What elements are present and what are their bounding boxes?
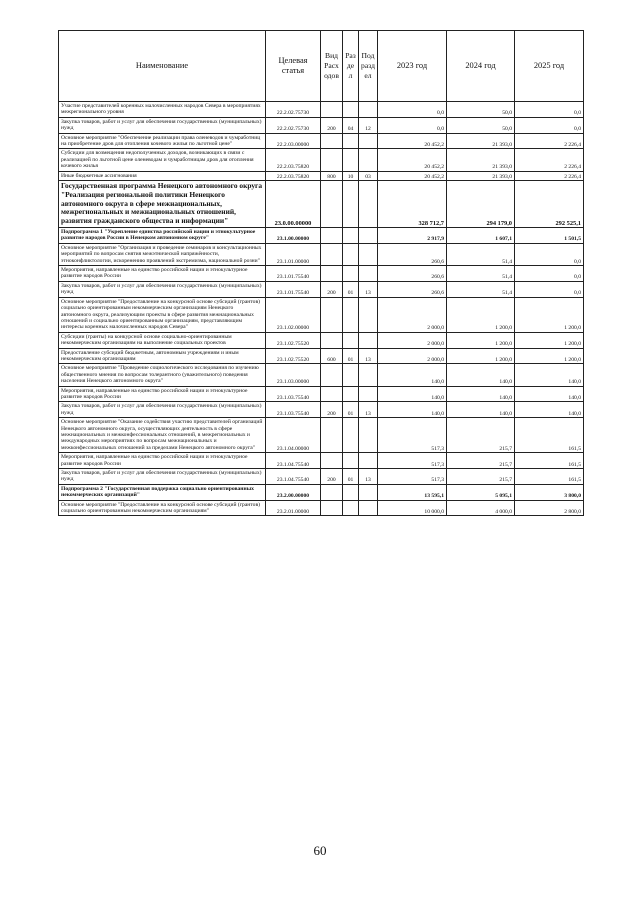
row-year-2025-cell: 140,0 [515,364,584,386]
row-year-2023-cell: 10 000,0 [378,500,447,516]
row-year-2023-cell: 0,0 [378,117,447,133]
table-row [59,500,584,516]
row-year-2025-cell: 2 226,4 [515,149,584,171]
row-section-cell [343,364,359,386]
row-year-2025-cell: 0,0 [515,102,584,118]
row-name-cell: Закупка товаров, работ и услуг для обеспечения государственных (муниципальных) нужд [59,402,266,418]
row-subsection-cell [359,266,378,282]
row-subsection-cell: 12 [359,117,378,133]
row-target-article-cell: 22.2.03.00000 [266,133,321,149]
row-name-cell: Мероприятия, направленные на единство российской нации и этнокультурное развитие народов России [59,266,266,282]
table-row [59,469,584,485]
row-name-cell: Мероприятия, направленные на единство российской нации и этнокультурное развитие народов России [59,386,266,402]
row-year-2024-cell: 215,7 [447,418,515,453]
row-name-cell: Основное мероприятие "Предоставление на конкурсной основе субсидий (грантов) социально ориентированным некоммерческим организациям" [59,500,266,516]
row-year-2023-cell: 140,0 [378,402,447,418]
header-year-2024: 2024 год [447,31,515,102]
row-target-article-cell: 23.1.03.75540 [266,402,321,418]
row-section-cell: 04 [343,117,359,133]
row-subsection-cell [359,297,378,332]
row-year-2024-cell: 51,4 [447,281,515,297]
row-year-2024-cell: 21 393,0 [447,171,515,180]
row-section-cell: 01 [343,348,359,364]
row-year-2025-cell: 0,0 [515,243,584,265]
row-year-2024-cell: 215,7 [447,469,515,485]
row-year-2023-cell: 13 595,1 [378,484,447,500]
row-target-article-cell: 23.1.01.75540 [266,281,321,297]
row-section-cell [343,149,359,171]
table-row [59,266,584,282]
table-row [59,297,584,332]
row-section-cell: 01 [343,281,359,297]
row-year-2024-cell: 140,0 [447,364,515,386]
row-section-cell [343,102,359,118]
row-name-cell: Основное мероприятие "Обеспечение реализации права оленеводов и чумработниц на приобретение дров для отопления кочевого жилья по льготной цене" [59,133,266,149]
row-expense-type-cell [321,243,343,265]
row-year-2023-cell: 2 000,0 [378,348,447,364]
row-expense-type-cell [321,418,343,453]
row-target-article-cell: 23.0.00.00000 [266,181,321,228]
row-year-2023-cell: 140,0 [378,386,447,402]
row-name-cell: Субсидии для возмещения недополученных доходов, возникающих в связи с реализацией по льготной цене оленеводам и чумработницам дров для отопления кочевого жилья [59,149,266,171]
row-target-article-cell: 23.2.01.00000 [266,500,321,516]
row-subsection-cell: 13 [359,402,378,418]
row-year-2023-cell: 20 452,2 [378,149,447,171]
row-subsection-cell [359,386,378,402]
row-year-2025-cell: 161,5 [515,453,584,469]
table-row [59,181,584,228]
table-row [59,228,584,244]
row-expense-type-cell: 600 [321,348,343,364]
row-target-article-cell: 23.1.02.75520 [266,348,321,364]
row-year-2024-cell: 21 393,0 [447,149,515,171]
row-year-2025-cell: 0,0 [515,266,584,282]
row-year-2025-cell: 161,5 [515,418,584,453]
table-row [59,171,584,180]
table-row [59,418,584,453]
row-expense-type-cell: 200 [321,117,343,133]
row-section-cell [343,181,359,228]
row-target-article-cell: 23.1.04.00000 [266,418,321,453]
row-year-2024-cell: 50,0 [447,117,515,133]
table-row [59,281,584,297]
row-target-article-cell: 23.1.04.75540 [266,453,321,469]
row-expense-type-cell: 200 [321,469,343,485]
row-year-2024-cell: 140,0 [447,386,515,402]
row-year-2023-cell: 260,6 [378,266,447,282]
row-subsection-cell: 13 [359,281,378,297]
row-subsection-cell [359,133,378,149]
table-header-row [59,31,584,102]
header-year-2025: 2025 год [515,31,584,102]
row-year-2024-cell: 51,4 [447,266,515,282]
table-body [59,102,584,516]
table-row [59,102,584,118]
row-target-article-cell: 23.1.00.00000 [266,228,321,244]
row-name-cell: Иные бюджетные ассигнования [59,171,266,180]
row-section-cell [343,228,359,244]
row-year-2025-cell: 1 501,5 [515,228,584,244]
table-row [59,402,584,418]
row-target-article-cell: 23.1.01.75540 [266,266,321,282]
row-expense-type-cell: 800 [321,171,343,180]
row-year-2023-cell: 2 000,0 [378,332,447,348]
row-name-cell: Субсидии (гранты) на конкурсной основе социально-ориентированным некоммерческим организациям на выполнение социальных проектов [59,332,266,348]
header-name: Наименование [59,31,266,102]
table-row [59,386,584,402]
row-section-cell: 10 [343,171,359,180]
row-year-2025-cell: 3 800,0 [515,484,584,500]
row-year-2024-cell: 50,0 [447,102,515,118]
row-target-article-cell: 23.1.03.75540 [266,386,321,402]
row-year-2025-cell: 0,0 [515,117,584,133]
row-year-2025-cell: 1 200,0 [515,332,584,348]
row-year-2025-cell: 292 525,1 [515,181,584,228]
row-subsection-cell: 13 [359,469,378,485]
row-subsection-cell [359,181,378,228]
row-expense-type-cell [321,332,343,348]
page-number: 60 [313,843,327,858]
row-name-cell: Основное мероприятие "Предоставление на конкурсной основе субсидий (грантов) социально ориентированным некоммерческим организациям Ненецкого автономного округа, реализующим проекты в сфере развития межнациональных отношений и социально ориентированным организациям, представляющим интересы коренных малочисленных народов Севера" [59,297,266,332]
row-name-cell: Предоставление субсидий бюджетным, автономным учреждениям и иным некоммерческим организациям [59,348,266,364]
row-expense-type-cell: 200 [321,402,343,418]
row-target-article-cell: 23.1.02.00000 [266,297,321,332]
budget-table-container [58,30,583,516]
row-target-article-cell: 23.1.01.00000 [266,243,321,265]
row-name-cell: Закупка товаров, работ и услуг для обеспечения государственных (муниципальных) нужд [59,281,266,297]
table-row [59,484,584,500]
row-subsection-cell [359,500,378,516]
row-subsection-cell [359,332,378,348]
row-name-cell: Основное мероприятие "Проведение социологического исследования по изучению общественного мнения по вопросам толерантного (уважительного) поведения населения Ненецкого автономного округа" [59,364,266,386]
row-subsection-cell [359,453,378,469]
row-year-2024-cell: 4 000,0 [447,500,515,516]
row-name-cell: Подпрограмма 1 "Укрепление единства российской нации и этнокультурное развитие народов России в Ненецком автономном округе" [59,228,266,244]
row-target-article-cell: 22.2.03.75820 [266,171,321,180]
row-section-cell [343,332,359,348]
row-target-article-cell: 23.1.02.75520 [266,332,321,348]
row-expense-type-cell [321,266,343,282]
row-year-2023-cell: 260,6 [378,281,447,297]
table-row [59,453,584,469]
row-subsection-cell: 03 [359,171,378,180]
row-year-2025-cell: 140,0 [515,402,584,418]
row-year-2024-cell: 5 095,1 [447,484,515,500]
row-year-2024-cell: 1 200,0 [447,332,515,348]
row-expense-type-cell [321,181,343,228]
row-year-2024-cell: 215,7 [447,453,515,469]
row-year-2025-cell: 140,0 [515,386,584,402]
row-name-cell: Основное мероприятие "Организация и проведение семинаров и консультационных мероприятий по вопросам снятия межэтнической напряжённости, этноконфликтологии, искоренению проявлений экстремизма, национальной розни" [59,243,266,265]
row-target-article-cell: 22.2.03.75820 [266,149,321,171]
row-name-cell: Закупка товаров, работ и услуг для обеспечения государственных (муниципальных) нужд [59,469,266,485]
row-year-2023-cell: 20 452,2 [378,171,447,180]
row-year-2025-cell: 2 226,4 [515,171,584,180]
table-row [59,364,584,386]
row-name-cell: Подпрограмма 2 "Государственная поддержка социально ориентированных некоммерческих организаций" [59,484,266,500]
row-expense-type-cell [321,484,343,500]
row-name-cell: Государственная программа Ненецкого автономного округа "Реализация региональной политики Ненецкого автономного округа в сфере межнациональных, межрегиональных и межнациональных отношений, развития гражданского общества и информации" [59,181,266,228]
row-year-2023-cell: 0,0 [378,102,447,118]
row-section-cell [343,386,359,402]
row-year-2025-cell: 1 200,0 [515,348,584,364]
row-section-cell [343,297,359,332]
row-year-2023-cell: 517,3 [378,469,447,485]
row-subsection-cell [359,102,378,118]
header-subsection: Подраздел [359,31,378,102]
row-year-2025-cell: 0,0 [515,281,584,297]
row-year-2025-cell: 2 800,0 [515,500,584,516]
row-target-article-cell: 22.2.02.75730 [266,102,321,118]
row-target-article-cell: 22.2.02.75730 [266,117,321,133]
row-section-cell [343,418,359,453]
row-expense-type-cell [321,453,343,469]
row-year-2024-cell: 51,4 [447,243,515,265]
row-target-article-cell: 23.1.04.75540 [266,469,321,485]
row-target-article-cell: 23.1.03.00000 [266,364,321,386]
row-expense-type-cell [321,133,343,149]
row-year-2024-cell: 1 200,0 [447,297,515,332]
table-row [59,348,584,364]
table-row [59,149,584,171]
row-section-cell [343,453,359,469]
row-year-2025-cell: 1 200,0 [515,297,584,332]
row-name-cell: Основное мероприятие "Оказание содействия участию представителей организаций Ненецкого автономного округа, осуществляющих деятельность в сфере межнациональных и межконфессиональных отношений, в межрегиональных и международных мероприятиях по вопросам межнациональных и межконфессиональных отношений за пределами Ненецкого автономного округа" [59,418,266,453]
header-target-article: Целевая статья [266,31,321,102]
row-year-2025-cell: 161,5 [515,469,584,485]
row-name-cell: Участие представителей коренных малочисленных народов Севера в мероприятиях межрегионального уровня [59,102,266,118]
row-year-2023-cell: 517,3 [378,453,447,469]
row-year-2023-cell: 140,0 [378,364,447,386]
row-year-2023-cell: 2 000,0 [378,297,447,332]
row-subsection-cell [359,364,378,386]
row-year-2024-cell: 1 200,0 [447,348,515,364]
row-name-cell: Закупка товаров, работ и услуг для обеспечения государственных (муниципальных) нужд [59,117,266,133]
row-year-2023-cell: 2 917,9 [378,228,447,244]
header-section: Раздел [343,31,359,102]
row-subsection-cell [359,418,378,453]
row-year-2024-cell: 1 607,1 [447,228,515,244]
row-section-cell [343,484,359,500]
table-row [59,332,584,348]
row-expense-type-cell [321,386,343,402]
row-section-cell [343,243,359,265]
header-expense-type: Вид Расходов [321,31,343,102]
row-expense-type-cell: 200 [321,281,343,297]
row-year-2024-cell: 21 393,0 [447,133,515,149]
row-section-cell [343,133,359,149]
row-year-2023-cell: 517,3 [378,418,447,453]
row-section-cell: 01 [343,402,359,418]
row-section-cell [343,266,359,282]
row-name-cell: Мероприятия, направленные на единство российской нации и этнокультурное развитие народов России [59,453,266,469]
table-row [59,133,584,149]
row-year-2023-cell: 260,6 [378,243,447,265]
budget-table [58,30,584,516]
row-year-2023-cell: 20 452,2 [378,133,447,149]
row-year-2023-cell: 328 712,7 [378,181,447,228]
row-subsection-cell: 13 [359,348,378,364]
table-row [59,243,584,265]
row-expense-type-cell [321,102,343,118]
row-section-cell [343,500,359,516]
row-expense-type-cell [321,500,343,516]
header-year-2023: 2023 год [378,31,447,102]
row-target-article-cell: 23.2.00.00000 [266,484,321,500]
row-expense-type-cell [321,297,343,332]
row-expense-type-cell [321,149,343,171]
row-year-2024-cell: 140,0 [447,402,515,418]
row-year-2024-cell: 294 179,0 [447,181,515,228]
row-subsection-cell [359,228,378,244]
row-section-cell: 01 [343,469,359,485]
row-subsection-cell [359,149,378,171]
row-expense-type-cell [321,364,343,386]
row-subsection-cell [359,243,378,265]
row-expense-type-cell [321,228,343,244]
row-year-2025-cell: 2 226,4 [515,133,584,149]
table-row [59,117,584,133]
row-subsection-cell [359,484,378,500]
